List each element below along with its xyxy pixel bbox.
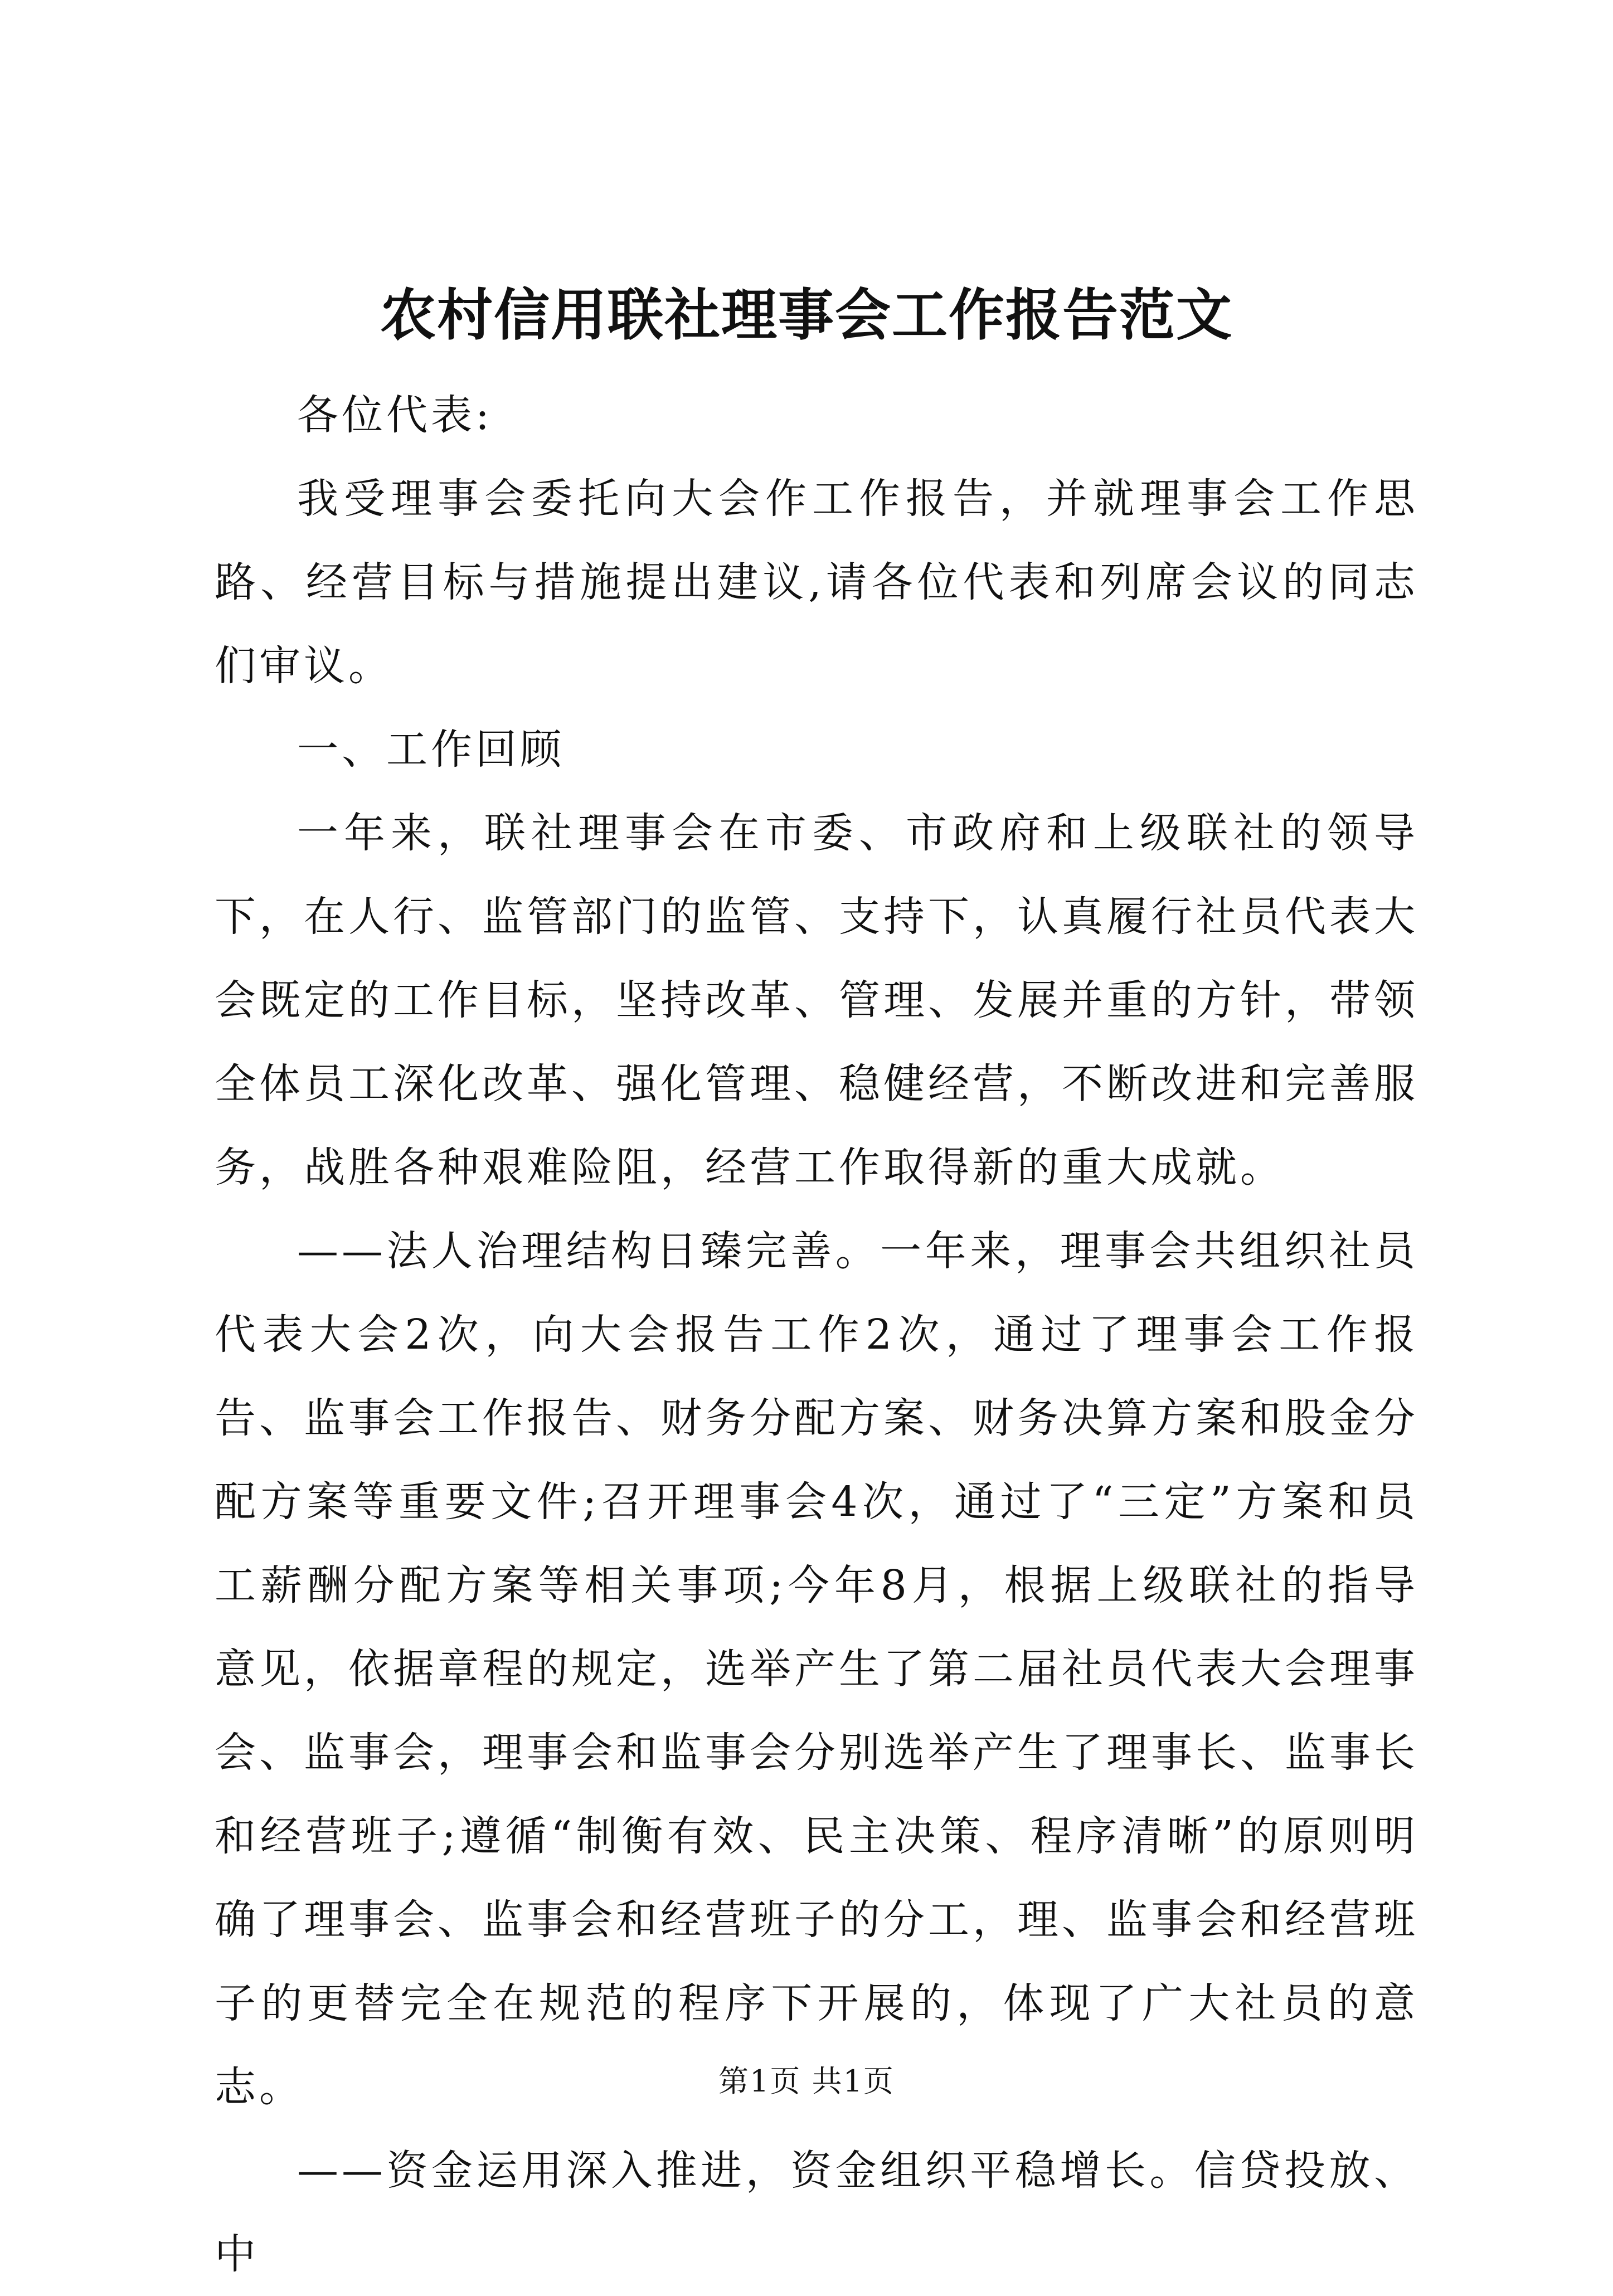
- review-paragraph: 一年来，联社理事会在市委、市政府和上级联社的领导下，在人行、监管部门的监管、支持下，认真履行社员代表大会既定的工作目标，坚持改革、管理、发展并重的方针，带领全体员工深化改革、强化管理、稳健经营，不断改进和完善服务，战胜各种艰难险阻，经营工作取得新的重大成就。: [215, 809, 1418, 1191]
- salutation: 各位代表:: [297, 391, 493, 439]
- intro-paragraph: 我受理事会委托向大会作工作报告，并就理事会工作思路、经营目标与措施提出建议,请各位代表和列席会议的同志们审议。: [215, 475, 1418, 690]
- document-title: 农村信用联社理事会工作报告范文: [380, 282, 1233, 348]
- document-body: [215, 373, 1418, 2296]
- section-heading: 一、工作回顾: [297, 726, 565, 774]
- governance-paragraph: ——法人治理结构日臻完善。一年来，理事会共组织社员代表大会2次，向大会报告工作2次，通过了理事会工作报告、监事会工作报告、财务分配方案、财务决算方案和股金分配方案等重要文件;召开理事会4次，通过了“三定”方案和员工薪酬分配方案等相关事项;今年8月，根据上级联社的指导意见，依据章程的规定，选举产生了第二届社员代表大会理事会、监事会，理事会和监事会分别选举产生了理事长、监事长和经营班子;遵循“制衡有效、民主决策、程序清晰”的原则明确了理事会、监事会和经营班子的分工，理、监事会和经营班子的更替完全在规范的程序下开展的，体现了广大社员的意志。: [215, 1227, 1418, 2111]
- page-footer: 第1页 共1页: [718, 2064, 895, 2099]
- funds-paragraph: ——资金运用深入推进，资金组织平稳增长。信贷投放、中: [215, 2147, 1418, 2278]
